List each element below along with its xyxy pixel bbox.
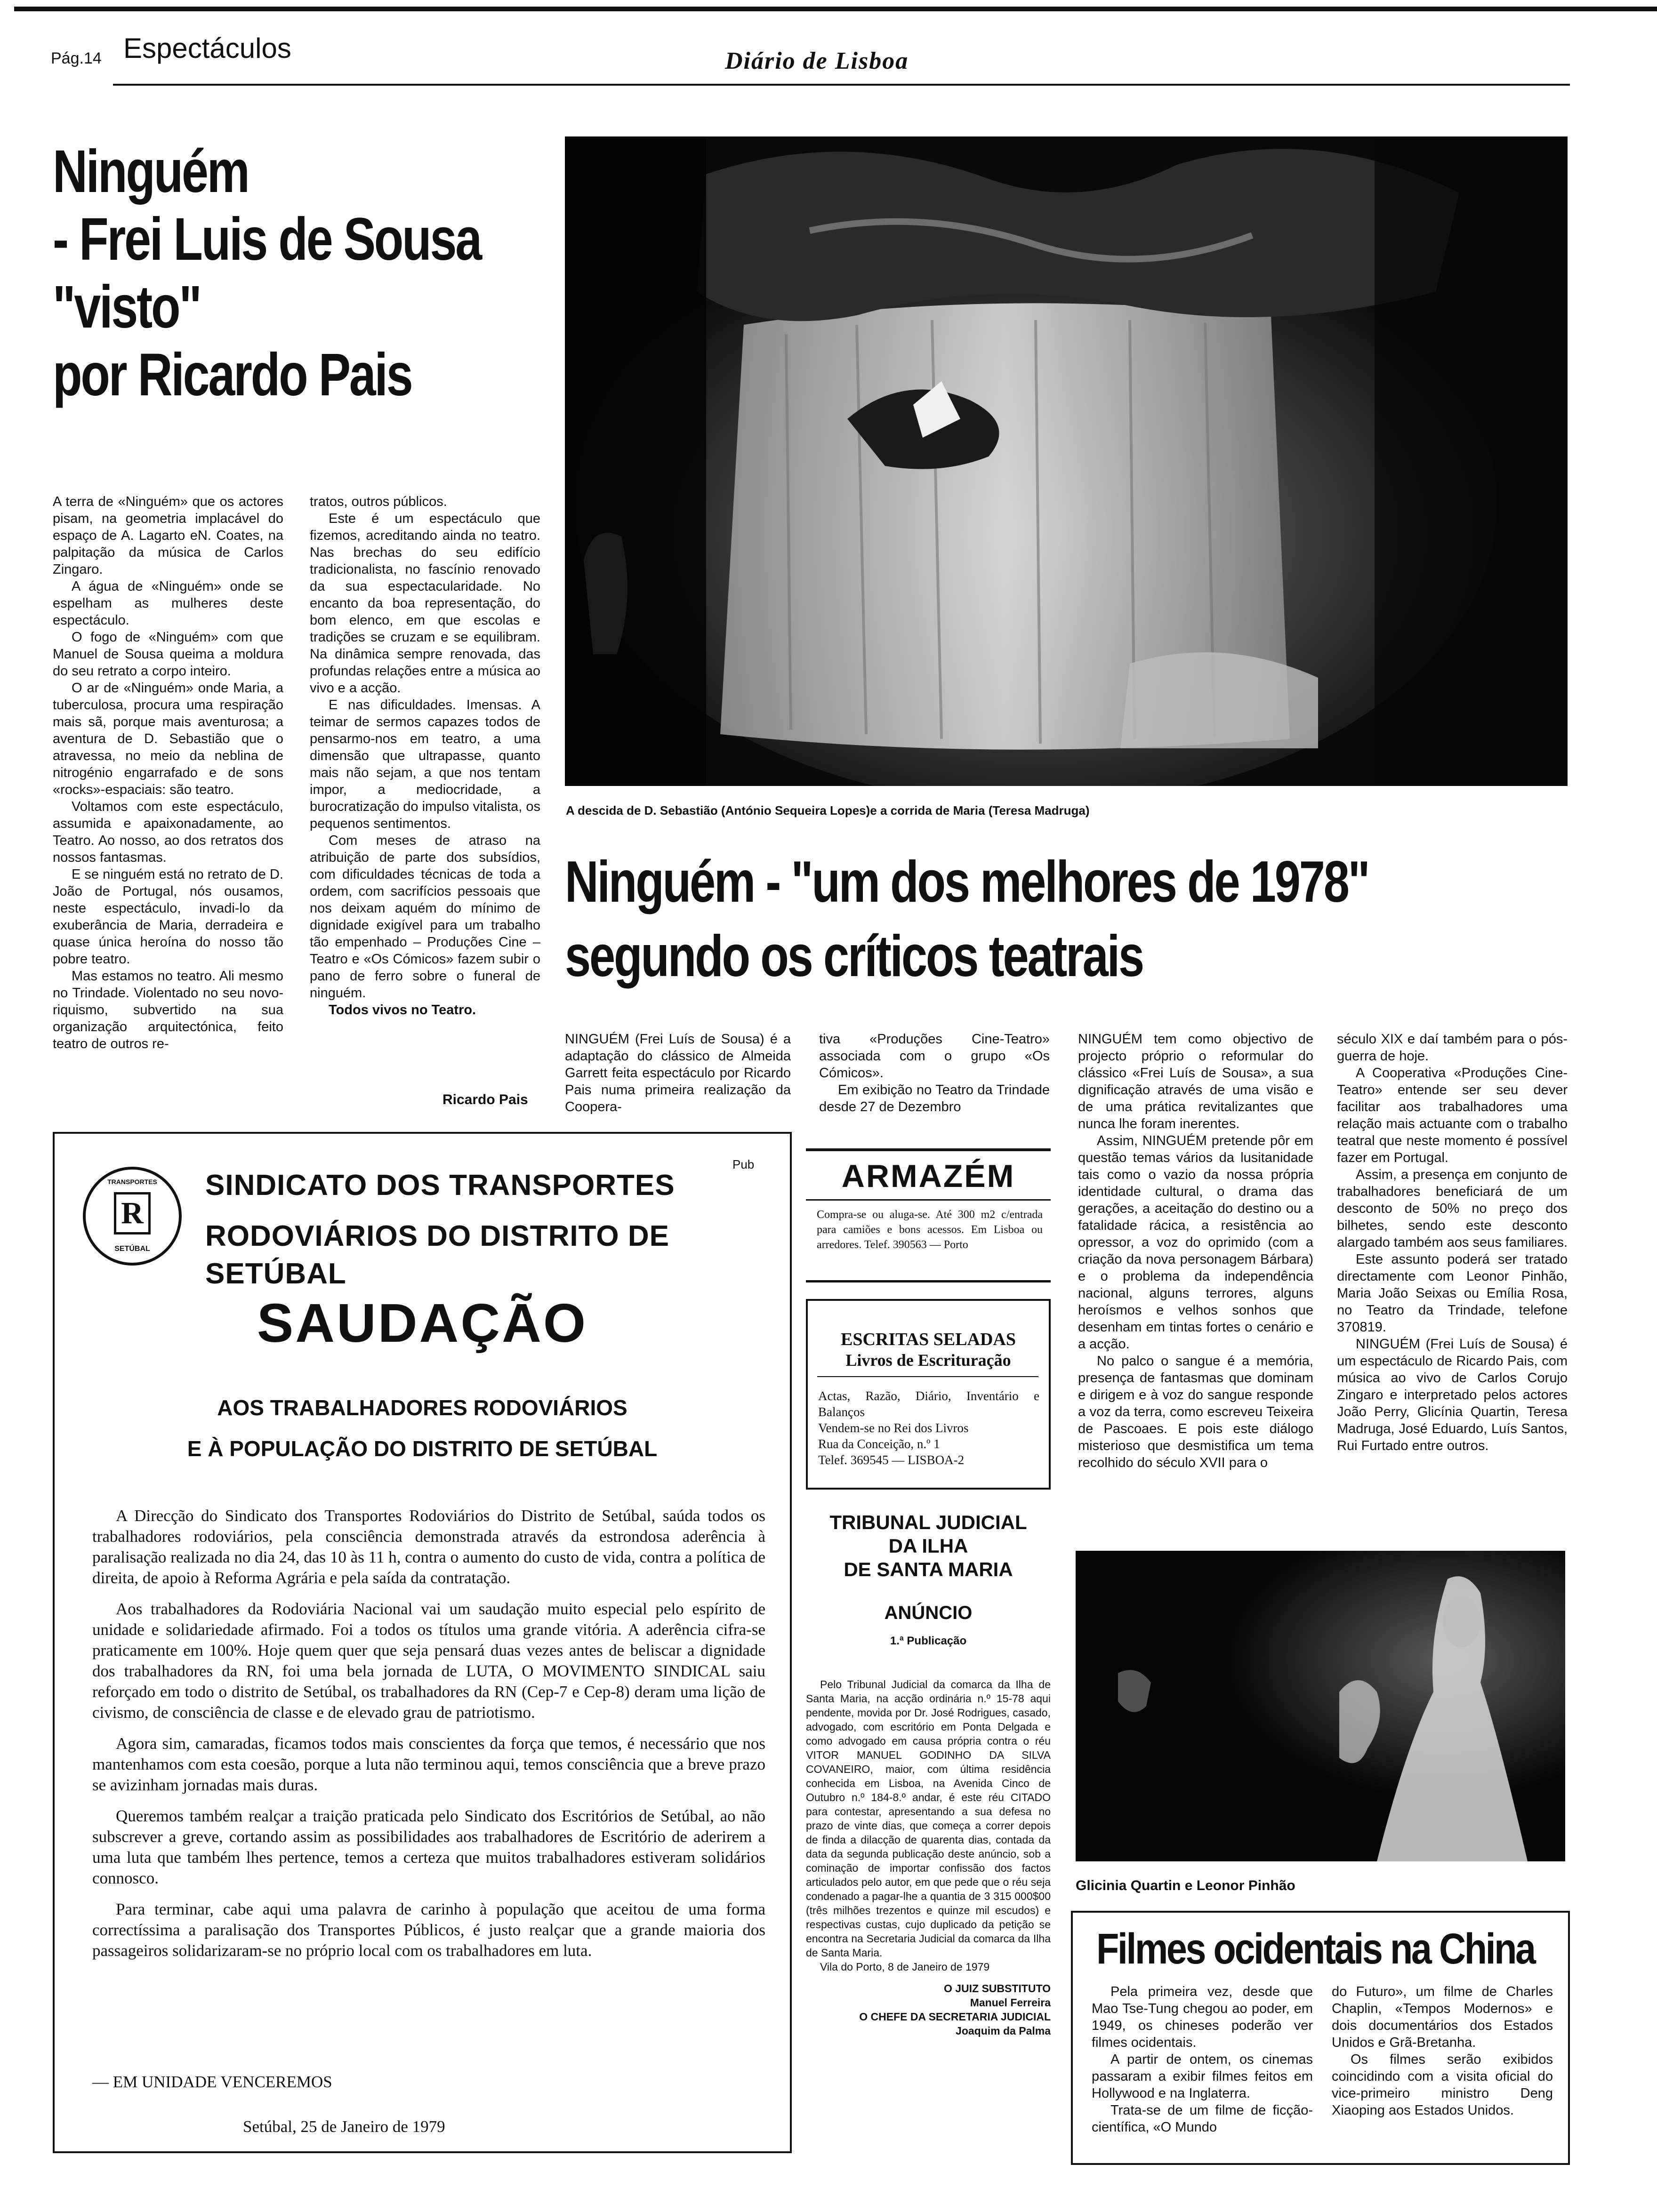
china-column-2	[1332, 1983, 1553, 2119]
escritas-text: Actas, Razão, Diário, Inventário e Balanços	[818, 1389, 1039, 1419]
stage-photo	[565, 136, 1568, 786]
paragraph: A Cooperativa «Produções Cine-Teatro» entende ser seu dever facilitar aos trabalhadores uma relação mais actuante com o trabalho teatral que neste momento é possível fazer em Portugal.	[1337, 1066, 1568, 1165]
logo-letter: R	[114, 1192, 151, 1234]
tribunal-title-line: DA ILHA	[888, 1535, 968, 1557]
paragraph: Pela primeira vez, desde que Mao Tse-Tung chegou ao poder, em 1949, os chineses poderão ver filmes ocidentais.	[1092, 1984, 1313, 2050]
headline-line: "visto"	[53, 273, 201, 341]
tribunal-notice	[806, 1511, 1051, 2038]
union-logo	[83, 1167, 182, 1266]
paragraph: Assim, NINGUÉM pretende pôr em questão temas vários da lusitanidade tais como o vazio da nossa própria identidade cultural, o drama das gerações, a aceitação do destino ou a fatalidade rácica, a resistência ao opressor, a voz do oprimido (com a criação da nova personagem Bárbara) e o problema da independência nacional, alguns terrores, alguns heroísmos e velhos sonhos que desenham em tintas fortes o cenário e a acção.	[1078, 1133, 1313, 1352]
paragraph: Para terminar, cabe aqui uma palavra de carinho à população que aceitou de uma forma correctíssima a paralisação dos Transportes Públicos, é justo realçar que a grande maioria dos passageiros solidarizaram-se no próprio local com os trabalhadores em luta.	[92, 1900, 765, 1960]
headline-line: Ninguém - "um dos melhores de 1978"	[565, 850, 1369, 914]
article1-headline	[53, 136, 561, 410]
union-title	[205, 1167, 780, 1293]
paragraph: NINGUÉM (Frei Luís de Sousa) é a adaptação do clássico de Almeida Garrett feita espectáculo por Ricardo Pais numa primeira realização da Coopera-	[565, 1032, 791, 1114]
china-article-box	[1071, 1911, 1570, 2165]
photo2-caption: Glicinia Quartin e Leonor Pinhão	[1076, 1878, 1295, 1893]
paragraph: tratos, outros públicos.	[310, 494, 447, 509]
escritas-text-4: Telef. 369545 — LISBOA-2	[818, 1453, 965, 1467]
paragraph: Trata-se de um filme de ficção-científica, «O Mundo	[1092, 2103, 1313, 2135]
paragraph: NINGUÉM (Frei Luís de Sousa) é um espectáculo de Ricardo Pais, com música ao vivo de Carlos Corujo Zingaro e interpretado pelos actores João Perry, Glicínia Quartin, Teresa Madruga, José Eduardo, Luís Santos, Rui Furtado entre outros.	[1337, 1337, 1568, 1453]
tribunal-place-date: Vila do Porto, 8 de Janeiro de 1979	[820, 1961, 990, 1973]
armazem-title: ARMAZÉM	[841, 1158, 1015, 1194]
tribunal-sig1-name: Manuel Ferreira	[970, 1996, 1051, 2009]
tribunal-title-line: DE SANTA MARIA	[844, 1558, 1013, 1580]
tribunal-body: Pelo Tribunal Judicial da comarca da Ilha de Santa Maria, na acção ordinária n.º 15-78 aqui pendente, movida por Dr. José Rodrigues, casado, advogado, com escritório em Ponta Delgada e como advogado em causa própria contra o réu VITOR MANUEL GODINHO DA SILVA COVANEIRO, maior, com última residência conhecida em Lisboa, na Avenida Cinco de Outubro n.º 184-8.º andar, é este réu CITADO para contestar, apresentando a sua defesa no prazo de vinte dias, que começa a correr depois de finda a dilacção de quarenta dias, contada da data da segunda publicação deste anúncio, sob a cominação de importar confissão dos factos articulados pelo autor, em que pede que o réu seja condenado a pagar-lhe a quantia de 3 315 000$00 (três milhões trezentos e quinze mil escudos) e respectivas custas, cujo duplicado da petição se encontra na Secretaria Judicial da comarca da Ilha de Santa Maria.	[806, 1678, 1051, 1959]
article2-column-2	[819, 1031, 1050, 1115]
paragraph: tiva «Produções Cine-Teatro» associada com o grupo «Os Cómicos».	[819, 1032, 1050, 1081]
tribunal-anuncio: ANÚNCIO	[884, 1603, 973, 1623]
article1-column-1	[53, 493, 283, 1110]
photo1-caption: A descida de D. Sebastião (António Sequeira Lopes)e a corrida de Maria (Teresa Madruga)	[566, 803, 1090, 817]
paragraph: Os filmes serão exibidos coincidindo com a visita oficial do vice-primeiro ministro Deng Xiaoping aos Estados Unidos.	[1332, 2052, 1553, 2118]
tribunal-title-line: TRIBUNAL JUDICIAL	[829, 1511, 1027, 1533]
tribunal-publicacao: 1.ª Publicação	[890, 1635, 967, 1647]
paragraph: do Futuro», um filme de Charles Chaplin, «Tempos Modernos» e dois documentários dos Estados Unidos e Grã-Bretanha.	[1332, 1984, 1553, 2050]
paragraph: Aos trabalhadores da Rodoviária Nacional vai um saudação muito especial pelo espírito de unidade e solidariedade afirmado. Foi a todos os títulos uma grande vitória. A aderência cifra-se praticamente em 100%. Hoje quem quer que seja pensará duas vezes antes de beliscar a dignidade dos trabalhadores da RN, foi uma bela jornada de LUTA, O MOVIMENTO SINDICAL saiu reforçado em todo o distrito de Setúbal, os trabalhadores da RN (Cep-7 e Cep-8) deram uma lição de civismo, de consciência de classe e de elevado grau de patriotismo.	[92, 1600, 765, 1722]
article2-column-1	[565, 1031, 791, 1115]
paragraph: E se ninguém está no retrato de D. João de Portugal, nós ousamos, neste espectáculo, invadi-lo da exuberância de Maria, derradeira e quase única heroína do nosso tão pobre teatro.	[53, 867, 283, 967]
saudacao-headline: SAUDAÇÃO	[257, 1292, 588, 1354]
saudacao-motto: — EM UNIDADE VENCEREMOS	[92, 2073, 332, 2091]
tribunal-sig2-role: O CHEFE DA SECRETARIA JUDICIAL	[859, 2011, 1051, 2023]
paragraph: Este assunto poderá ser tratado directamente com Leonor Pinhão, Maria João Seixas ou Emília Rosa, no Teatro da Trindade, telefone 370819.	[1337, 1252, 1568, 1335]
page-number: Pág.14	[51, 49, 102, 67]
paragraph: A partir de ontem, os cinemas passaram a exibir filmes feitos em Hollywood e na Inglaterra.	[1092, 2052, 1313, 2101]
armazem-text: Compra-se ou aluga-se. Até 300 m2 c/entrada para camiões e bons acessos. Em Lisboa ou arredores. Telef. 390563 — Porto	[817, 1209, 1043, 1251]
escritas-ad-box	[806, 1299, 1051, 1490]
article1-signature: Ricardo Pais	[442, 1092, 528, 1107]
headline-line: segundo os críticos teatrais	[565, 924, 1143, 989]
tribunal-sig1-role: O JUIZ SUBSTITUTO	[943, 1982, 1051, 1995]
actresses-photo	[1076, 1551, 1565, 1861]
top-border	[14, 7, 1657, 11]
union-title-line: RODOVIÁRIOS DO DISTRITO DE SETÚBAL	[205, 1220, 669, 1290]
paragraph: O ar de «Ninguém» onde Maria, a tuberculosa, procura uma respiração mais sã, porque mais aventurosa; a aventura de D. Sebastião que o atravessa, no meio da neblina de nitrogénio engarrafado e de sons «rocks»-espaciais: são teatro.	[53, 681, 283, 797]
actresses-image	[1076, 1551, 1565, 1861]
article2-headline	[565, 847, 1572, 991]
tribunal-sig2-name: Joaquim da Palma	[956, 2025, 1051, 2037]
masthead: Diário de Lisboa	[725, 48, 909, 74]
saudacao-sub-2: E À POPULAÇÃO DO DISTRITO DE SETÚBAL	[187, 1436, 658, 1461]
article1-column-2	[310, 493, 540, 1091]
union-title-line: SINDICATO DOS TRANSPORTES	[205, 1169, 675, 1202]
article2-column-4	[1337, 1031, 1568, 1530]
escritas-divider	[817, 1376, 1038, 1377]
escritas-title: ESCRITAS SELADAS	[840, 1330, 1016, 1349]
paragraph: Em exibição no Teatro da Trindade desde 27 de Dezembro	[819, 1082, 1050, 1114]
paragraph: Com meses de atraso na atribuição de parte dos subsídios, com dificuldades técnicas de toda a ordem, com sacrifícios pessoais que nos deixam aquém do mínimo de dignidade exigível para um trabalho tão empenhado – Produções Cine – Teatro e «Os Cómicos» fazem subir o pano de ferro sobre o funeral de ninguém.	[310, 833, 540, 1001]
paragraph: Voltamos com este espectáculo, assumida e apaixonadamente, ao Teatro. Ao nosso, ao dos retratos dos nossos fantasmas.	[53, 799, 283, 865]
paragraph: Queremos também realçar a traição praticada pelo Sindicato dos Escritórios de Setúbal, ao não subscrever a greve, cortando assim as possibilidades aos trabalhadores de Escritório de aderirem a uma luta que também lhes pertence, temos a certeza que muitos trabalhadores estiveram solidários connosco.	[92, 1807, 765, 1887]
escritas-text-2: Vendem-se no Rei dos Livros	[818, 1421, 969, 1435]
paragraph: A água de «Ninguém» onde se espelham as mulheres deste espectáculo.	[53, 579, 283, 628]
paragraph: Todos vivos no Teatro.	[329, 1002, 476, 1018]
paragraph: século XIX e daí também para o pós-guerra de hoje.	[1337, 1032, 1568, 1064]
pub-label: Pub	[732, 1157, 755, 1171]
stage-scene-image	[565, 136, 1568, 786]
logo-bottom-text: SETÚBAL	[114, 1245, 150, 1253]
paragraph: Este é um espectáculo que fizemos, acreditando ainda no teatro. Nas brechas do seu edifício tradicionalista, no fascínio renovado da sua espectacularidade. No encanto da boa representação, do bom elenco, em que escolas e tradições se cruzam e se equilibram. Na dinâmica sempre renovada, das profundas relações entre a música ao vivo e a acção.	[310, 511, 540, 696]
saudacao-date: Setúbal, 25 de Janeiro de 1979	[243, 2117, 445, 2136]
logo-top-text: TRANSPORTES	[107, 1178, 157, 1186]
article2-column-3	[1078, 1031, 1313, 1523]
paragraph: No palco o sangue é a memória, presença de fantasmas que dominam e dirigem e à voz do sangue responde a voz da terra, como escreveu Teixeira de Pascoaes. E pois este diálogo misterioso que desmistifica um tema recolhido do século XVII para o	[1078, 1354, 1313, 1470]
armazem-rule-top	[806, 1148, 1051, 1151]
headline-line: por Ricardo Pais	[53, 341, 412, 409]
saudacao-sub-1: AOS TRABALHADORES RODOVIÁRIOS	[217, 1395, 627, 1420]
china-headline: Filmes ocidentais na China	[1096, 1925, 1535, 1973]
header-rule	[113, 84, 1570, 86]
paragraph: E nas dificuldades. Imensas. A teimar de sermos capazes todos de pensarmo-nos em teatro, a uma dimensão que ultrapasse, quanto mais não sejam, a que nos tentam impor, a mediocridade, a burocratização do impulso vitalista, os pequenos sentimentos.	[310, 697, 540, 831]
paragraph: A Direcção do Sindicato dos Transportes Rodoviários do Distrito de Setúbal, saúda todos os trabalhadores rodoviários, pela consciência demonstrada através da estrondosa aderência à paralisação realizada no dia 24, das 10 às 11 h, contra o aumento do custo de vida, contra a política de direita, de apoio à Reforma Agrária e pela saída da contratação.	[92, 1507, 765, 1587]
paragraph: Assim, a presença em conjunto de trabalhadores beneficiará de um desconto de 50% no preço dos bilhetes, sendo este desconto alargado também aos seus familiares.	[1337, 1167, 1568, 1250]
paragraph: Mas estamos no teatro. Ali mesmo no Trindade. Violentado no seu novo-riquismo, subvertido na sua organização arquitectónica, feito teatro de outros re-	[53, 969, 283, 1051]
paragraph: Agora sim, camaradas, ficamos todos mais conscientes da força que temos, é necessário que nos mantenhamos com esta coesão, porque a luta não terminou aqui, temos consciência que a breve prazo se avizinham jornadas mais duras.	[92, 1734, 765, 1794]
china-column-1	[1092, 1983, 1313, 2136]
sindicato-ad-box	[53, 1132, 792, 2153]
headline-line: - Frei Luis de Sousa	[53, 206, 481, 273]
armazem-rule-mid	[806, 1199, 1051, 1201]
saudacao-body	[92, 1506, 765, 1961]
headline-line: Ninguém	[53, 138, 249, 205]
section-title: Espectáculos	[123, 32, 291, 64]
escritas-text-3: Rua da Conceição, n.º 1	[818, 1437, 940, 1451]
paragraph: NINGUÉM tem como objectivo de projecto próprio o reformular do clássico «Frei Luís de Sousa», a sua dignificação através de uma visão e de uma prática revitalizantes que nunca lhe foram inerentes.	[1078, 1032, 1313, 1131]
paragraph: A terra de «Ninguém» que os actores pisam, na geometria implacável do espaço de A. Lagarto eN. Coates, na palpitação da música de Carlos Zingaro.	[53, 494, 283, 577]
armazem-rule-bottom	[806, 1280, 1051, 1282]
escritas-subtitle: Livros de Escrituração	[845, 1351, 1011, 1370]
paragraph: O fogo de «Ninguém» com que Manuel de Sousa queima a moldura do seu retrato a corpo inteiro.	[53, 630, 283, 679]
